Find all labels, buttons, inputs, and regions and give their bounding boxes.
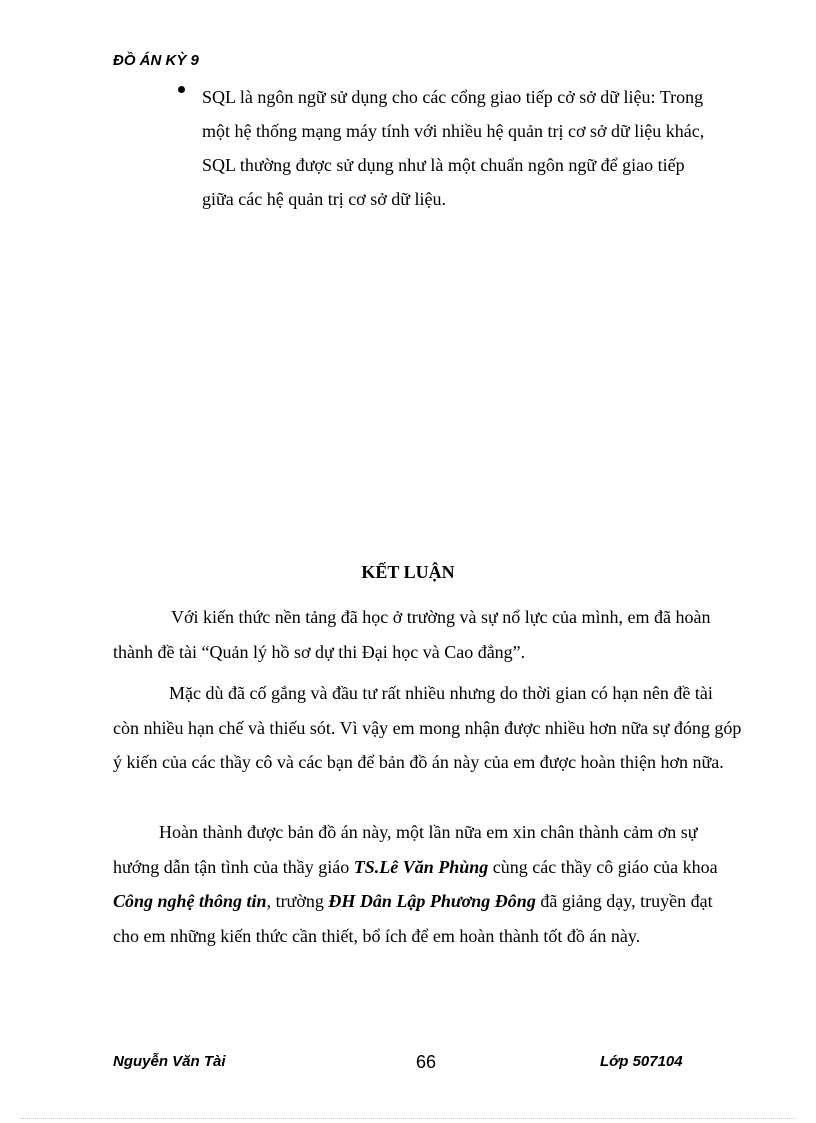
faculty-name: Công nghệ thông tin xyxy=(113,891,267,911)
document-header: ĐỒ ÁN KỲ 9 xyxy=(113,52,199,69)
paragraph-text: , trường xyxy=(266,891,329,911)
paragraph-text: Hoàn thành được bản đồ án này, một lần nữa em xin chân thành cảm ơn sự hướng dẫn tận tình của thầy giáo xyxy=(113,822,698,877)
paragraph-text: đã giảng dạy, truyền đạt cho em những kiến thức cần thiết, bổ ích để em hoàn thành tốt đồ án này. xyxy=(113,891,713,946)
conclusion-paragraph-1: Với kiến thức nền tảng đã học ở trường và sự nổ lực của mình, em đã hoàn thành đề tài “Quản lý hồ sơ dự thi Đại học và Cao đẳng”. xyxy=(113,607,711,662)
university-name: ĐH Dân Lập Phương Đông xyxy=(328,891,536,911)
bullet-text: SQL là ngôn ngữ sử dụng cho các cổng giao tiếp cở sở dữ liệu: Trong một hệ thống mạng máy tính với nhiều hệ quản trị cơ sở dữ liệu khác, SQL thường được sử dụng như là một chuẩn ngôn ngữ để giao tiếp giữa các hệ quản trị cơ sở dữ liệu. xyxy=(202,87,705,209)
footer-class: Lớp 507104 xyxy=(600,1053,683,1070)
paragraph-text: cùng các thầy cô giáo của khoa xyxy=(488,856,718,877)
page-bottom-divider xyxy=(20,1118,796,1119)
footer-author: Nguyễn Văn Tài xyxy=(113,1053,226,1070)
conclusion-paragraph-3 xyxy=(113,815,743,953)
section-title: KẾT LUẬN xyxy=(361,562,455,582)
conclusion-paragraph-2: Mặc dù đã cố gắng và đầu tư rất nhiều nhưng do thời gian có hạn nên đề tài còn nhiều hạn chế và thiếu sót. Vì vậy em mong nhận được nhiều hơn nữa sự đóng góp ý kiến của các thầy cô và các bạn để bản đồ án này của em được hoàn thiện hơn nữa. xyxy=(113,683,742,772)
bullet-icon xyxy=(178,86,185,93)
page-number: 66 xyxy=(416,1052,437,1072)
teacher-name: TS.Lê Văn Phùng xyxy=(353,856,489,877)
